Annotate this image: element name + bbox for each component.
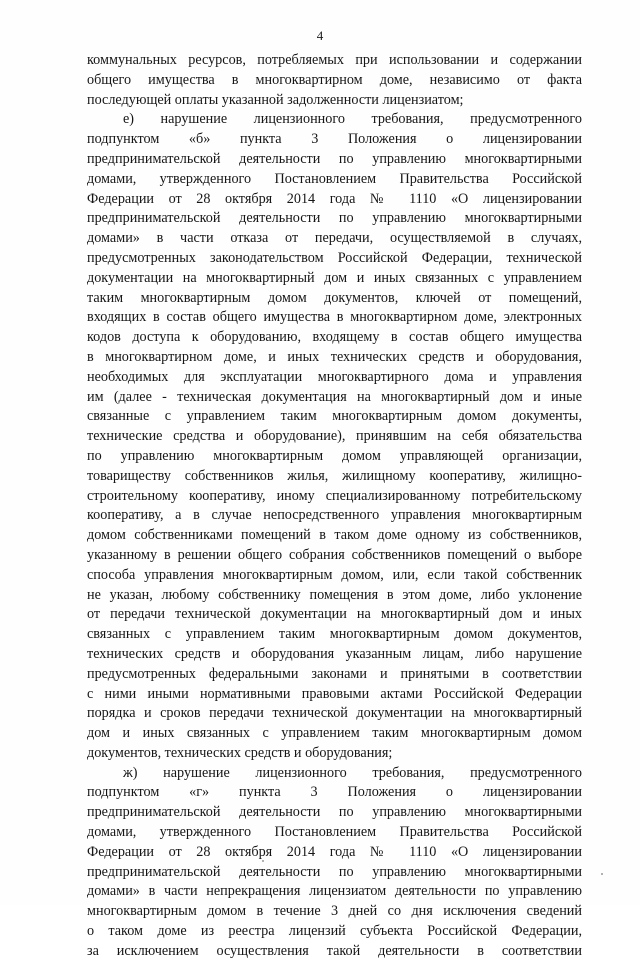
document-body bbox=[87, 51, 582, 962]
text-line: общего имущества в многоквартирном доме, независимо от факта bbox=[87, 71, 582, 88]
text-line: предусмотренных законодательством Российской Федерации, технической bbox=[87, 249, 582, 266]
text-line: от передачи технической документации на многоквартирный дом и иных bbox=[87, 606, 582, 623]
scan-speck bbox=[262, 860, 264, 862]
text-line: документации на многоквартирный дом и иных связанных с управлением bbox=[87, 269, 582, 286]
text-line: многоквартирным домом в течение 3 дней со дня исключения сведений bbox=[87, 903, 582, 920]
text-line: таким многоквартирным домом документов, ключей от помещений, bbox=[87, 289, 582, 306]
text-line: предусмотренных федеральными законами и принятыми в соответствии bbox=[87, 665, 582, 682]
text-line: предпринимательской деятельности по управлению многоквартирными bbox=[87, 863, 582, 880]
text-line: технические средства и оборудование), принявшим на себя обязательства bbox=[87, 428, 582, 445]
text-line: способа управления многоквартирным домом, или, если такой собственник bbox=[87, 566, 582, 583]
text-line: е) нарушение лицензионного требования, предусмотренного bbox=[123, 111, 582, 128]
text-line: ж) нарушение лицензионного требования, предусмотренного bbox=[123, 764, 582, 781]
text-line: Федерации от 28 октября 2014 года № 1110 «О лицензировании bbox=[87, 190, 582, 207]
text-line: предпринимательской деятельности по управлению многоквартирными bbox=[87, 150, 582, 167]
text-line: товариществу собственников жилья, жилищному кооперативу, жилищно- bbox=[87, 467, 582, 484]
text-line: предпринимательской деятельности по управлению многоквартирными bbox=[87, 804, 582, 821]
text-line: порядка и сроков передачи технической документации на многоквартирный bbox=[87, 705, 582, 722]
text-line: за исключением осуществления такой деятельности в соответствии bbox=[87, 942, 582, 959]
text-line: домом собственниками помещений в таком доме одному из собственников, bbox=[87, 527, 582, 544]
text-line: предпринимательской деятельности по управлению многоквартирными bbox=[87, 210, 582, 227]
text-line: последующей оплаты указанной задолженности лицензиатом; bbox=[87, 91, 464, 108]
scan-speck bbox=[601, 873, 603, 875]
text-line: подпунктом «г» пункта 3 Положения о лицензировании bbox=[87, 784, 582, 801]
text-line: связанных с управлением таким многоквартирным домом документов, bbox=[87, 626, 582, 643]
text-line: входящих в состав общего имущества в многоквартирном доме, электронных bbox=[87, 309, 582, 326]
text-line: Федерации от 28 октября 2014 года № 1110 «О лицензировании bbox=[87, 843, 582, 860]
page-number: 4 bbox=[316, 28, 324, 43]
text-line: домами» в части отказа от передачи, осуществляемой в случаях, bbox=[87, 230, 582, 247]
text-line: домами» в части непрекращения лицензиатом деятельности по управлению bbox=[87, 883, 582, 900]
text-line: с ними иными нормативными правовыми актами Российской Федерации bbox=[87, 685, 582, 702]
text-line: указанному в решении общего собрания собственников помещений о выборе bbox=[87, 546, 582, 563]
text-line: необходимых для эксплуатации многоквартирного дома и управления bbox=[87, 368, 582, 385]
text-line: домами, утвержденного Постановлением Правительства Российской bbox=[87, 824, 582, 841]
text-line: домами, утвержденного Постановлением Правительства Российской bbox=[87, 170, 582, 187]
text-line: документов, технических средств и оборудования; bbox=[87, 744, 393, 761]
text-line: кодов доступа к оборудованию, входящему в состав общего имущества bbox=[87, 329, 582, 346]
text-line: коммунальных ресурсов, потребляемых при использовании и содержании bbox=[87, 52, 582, 68]
text-line: по управлению многоквартирным домом управляющей организации, bbox=[87, 447, 582, 464]
text-line: в многоквартирном доме, и иных технических средств и оборудования, bbox=[87, 348, 582, 365]
text-line: подпунктом «б» пункта 3 Положения о лицензировании bbox=[87, 131, 582, 148]
text-line: связанные с управлением таким многоквартирным домом документы, bbox=[87, 408, 582, 425]
text-line: кооперативу, а в случае непосредственного управления многоквартирным bbox=[87, 507, 582, 524]
text-line: им (далее - техническая документация на многоквартирный дом и иные bbox=[87, 388, 582, 405]
text-line: о таком доме из реестра лицензий субъекта Российской Федерации, bbox=[87, 923, 582, 940]
text-line: строительному кооперативу, иному специализированному потребительскому bbox=[87, 487, 582, 504]
text-line: не указан, любому собственнику помещения в этом доме, либо уклонение bbox=[87, 586, 582, 603]
text-line: дом и иных связанных с управлением таким многоквартирным домом bbox=[87, 725, 582, 742]
text-line: технических средств и оборудования указанным лицам, либо нарушение bbox=[87, 645, 582, 662]
